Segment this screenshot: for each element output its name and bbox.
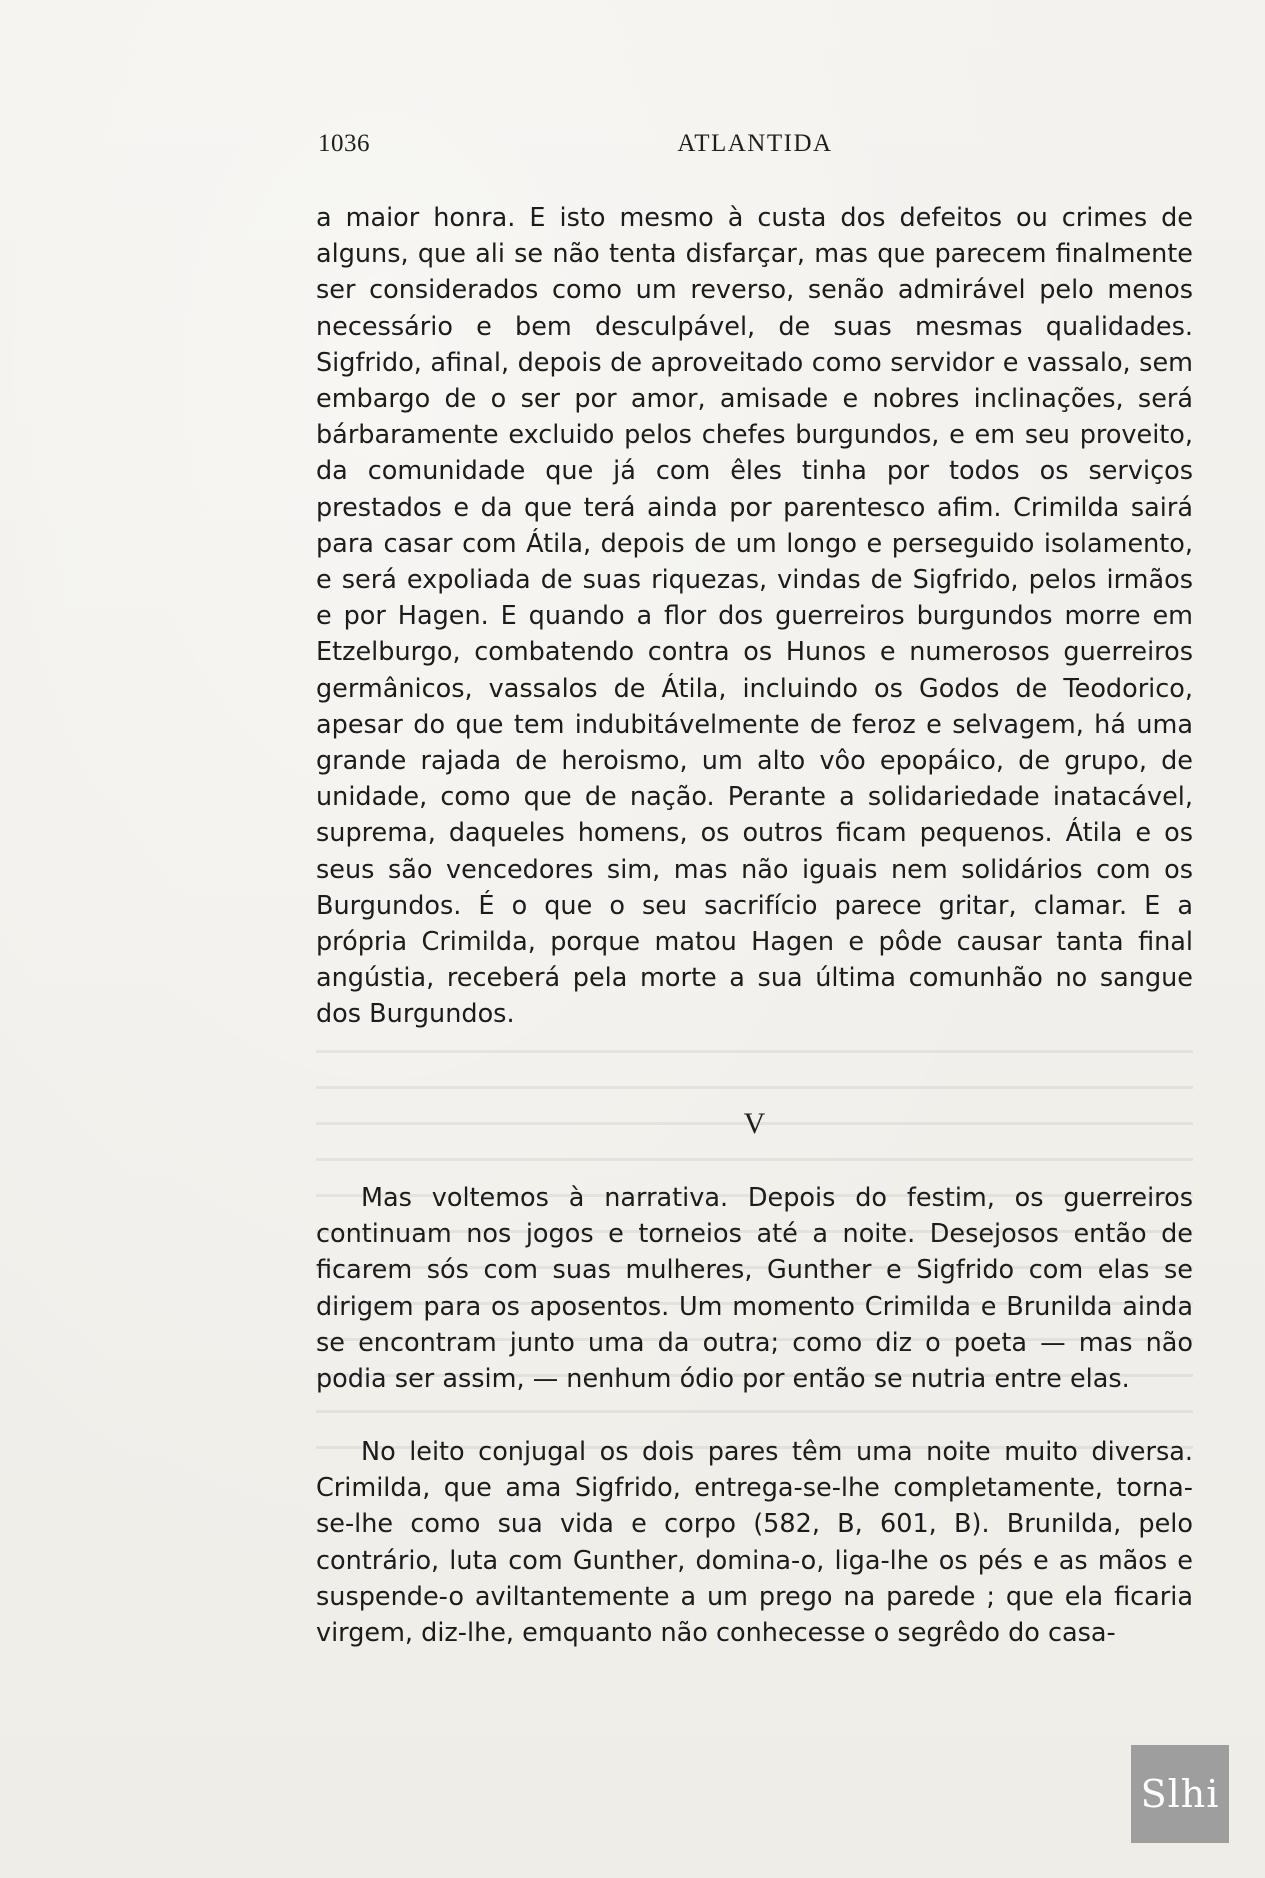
paragraph-3: No leito conjugal os dois pares têm uma noite muito diversa. Crimilda, que ama Sigfrido, entrega-se-lhe completamente, torna-se-lhe como sua vida e corpo (582, B, 601, B). Brunilda, pelo contrário, luta com Gunther, domina-o, liga-lhe os pés e as mãos e suspende-o aviltantemente a um prego na parede ; que ela ficaria virgem, diz-lhe, emquanto não conhecesse o segrêdo do casa- — [316, 1437, 1193, 1649]
library-watermark-logo: Slhi — [1131, 1745, 1229, 1843]
paragraph-1: a maior honra. E isto mesmo à custa dos defeitos ou crimes de alguns, que ali se não tenta disfarçar, mas que parecem finalmente ser considerados como um reverso, senão admirável pelo menos necessário e bem desculpável, de suas mesmas qualidades. Sigfrido, afinal, depois de aproveitado como servidor e vassalo, sem embargo de o ser por amor, amisade e nobres inclinações, será bárbaramente excluido pelos chefes burgundos, e em seu proveito, da comunidade que já com êles tinha por todos os serviços prestados e da que terá ainda por parentesco afim. Crimilda sairá para casar com Átila, depois de um longo e perseguido isolamento, e será expoliada de suas riquezas, vindas de Sigfrido, pelos irmãos e por Hagen. E quando a flor dos guerreiros burgundos morre em Etzelburgo, combatendo contra os Hunos e numerosos guerreiros germânicos, vassalos de Átila, incluindo os Godos de Teodorico, apesar do que tem indubitávelmente de feroz e selvagem, há uma grande rajada de heroismo, um alto vôo epopáico, de grupo, de unidade, como que de nação. Perante a solidariedade inatacável, suprema, daqueles homens, os outros ficam pequenos. Átila e os seus são vencedores sim, mas não iguais nem solidários com os Burgundos. É o que o seu sacrifício parece gritar, clamar. E a própria Crimilda, porque matou Hagen e pôde causar tanta final angústia, receberá pela morte a sua última comunhão no sangue dos Burgundos. — [316, 203, 1193, 1030]
page-number: 1036 — [318, 130, 370, 157]
page-header — [318, 130, 1192, 164]
paragraph-2: Mas voltemos à narrativa. Depois do festim, os guerreiros continuam nos jogos e torneios até a noite. Desejosos então de ficarem sós com suas mulheres, Gunther e Sigfrido com elas se dirigem para os aposentos. Um momento Crimilda e Brunilda ainda se encontram junto uma da outra; como diz o poeta — mas não podia ser assim, — nenhum ódio por então se nutria entre elas. — [316, 1183, 1193, 1395]
section-heading: V — [743, 1107, 766, 1140]
running-title: ATLANTIDA — [677, 130, 833, 157]
